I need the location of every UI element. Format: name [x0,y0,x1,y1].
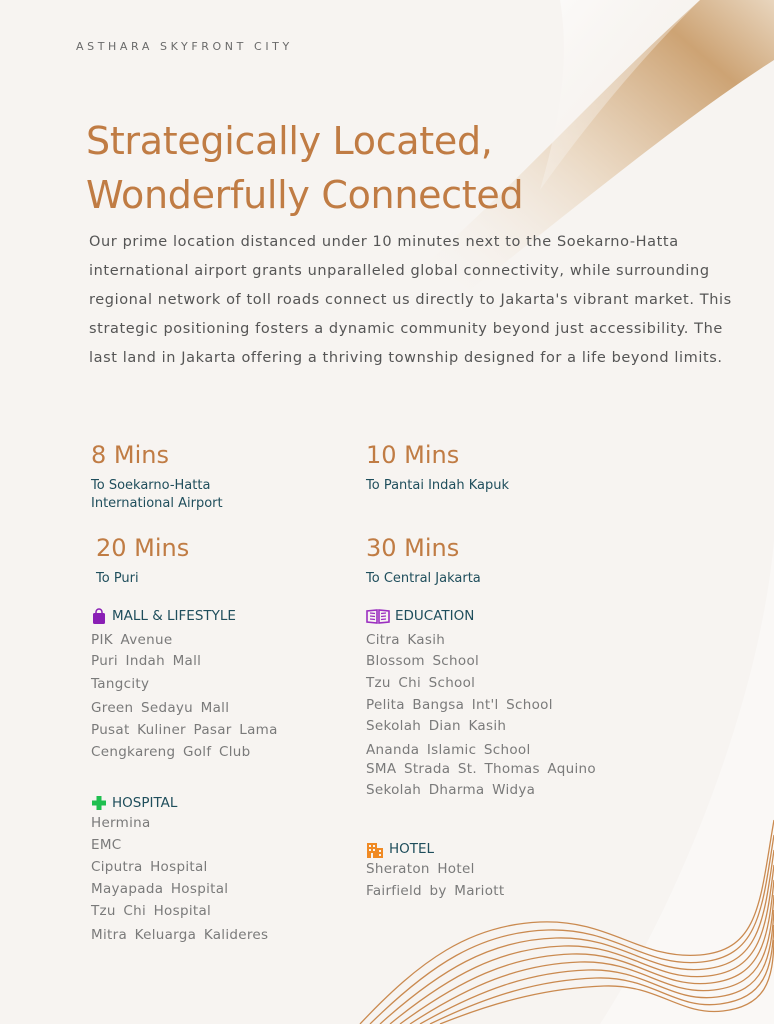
intro-paragraph: Our prime location distanced under 10 minutes next to the Soekarno-Hatta international airport grants unparalleled global connectivity, while surrounding regional network of toll roads connect us directly to Jakarta's vibrant market. This strategic positioning fosters a dynamic community beyond just accessibility. The last land in Jakarta offering a thriving township designed for a life beyond limits. [89,234,732,366]
education-list [366,632,596,798]
list-item: PIK Avenue [91,632,173,648]
list-item: Tzu Chi School [366,675,476,691]
hospital-section [91,793,268,943]
list-item: Green Sedayu Mall [91,700,230,716]
hotel-heading [366,839,504,859]
hospital-heading [91,793,268,813]
hotel-list [366,861,504,899]
list-item: Sheraton Hotel [366,861,475,877]
list-item: Pelita Bangsa Int'l School [366,697,553,713]
list-item: Citra Kasih [366,632,446,648]
title-line-1: Strategically Located, [86,119,493,163]
hotel-building-icon [366,841,384,858]
section-title: HOSPITAL [112,795,178,811]
list-item: Hermina [91,815,151,831]
stat-caption: To Central Jakarta [366,571,481,586]
stat-value: 30 Mins [366,534,460,562]
section-title: EDUCATION [395,608,475,624]
list-item: Ananda Islamic School [366,742,531,758]
education-heading [366,606,596,626]
list-item: Cengkareng Golf Club [91,744,251,760]
hospital-list [91,815,268,943]
stat-value: 8 Mins [91,441,169,469]
list-item: Tangcity [91,676,150,692]
mall-lifestyle-section [91,606,278,760]
medical-cross-icon [91,795,107,811]
page-title [86,114,523,222]
list-item: Sekolah Dharma Widya [366,782,536,798]
list-item: Blossom School [366,653,480,669]
stat-value: 20 Mins [96,534,190,562]
shopping-bag-icon [91,608,107,625]
list-item: Tzu Chi Hospital [91,903,212,919]
list-item: EMC [91,837,122,853]
list-item: Sekolah Dian Kasih [366,718,507,734]
stat-central-jakarta [366,533,481,588]
list-item: Puri Indah Mall [91,653,202,669]
section-title: HOTEL [389,841,435,857]
stat-caption: To Puri [96,571,139,586]
list-item: Mayapada Hospital [91,881,229,897]
list-item: Pusat Kuliner Pasar Lama [91,722,278,738]
stat-caption: To Pantai Indah Kapuk [366,478,510,493]
list-item: Fairfield by Mariott [366,883,505,899]
title-line-2: Wonderfully Connected [86,173,524,217]
stat-pik [366,440,509,495]
open-book-icon [366,608,390,624]
list-item: Mitra Keluarga Kalideres [91,927,269,943]
stat-puri [96,533,189,588]
education-section [366,606,596,798]
hotel-section [366,839,504,899]
stat-caption: To Soekarno-Hatta International Airport [91,478,223,511]
list-item: SMA Strada St. Thomas Aquino [366,761,596,777]
stat-airport [91,440,251,513]
stat-value: 10 Mins [366,441,460,469]
mall-list [91,632,278,760]
mall-lifestyle-heading [91,606,278,626]
section-title: MALL & LIFESTYLE [112,608,236,624]
brand-name: ASTHARA SKYFRONT CITY [76,40,293,53]
list-item: Ciputra Hospital [91,859,208,875]
